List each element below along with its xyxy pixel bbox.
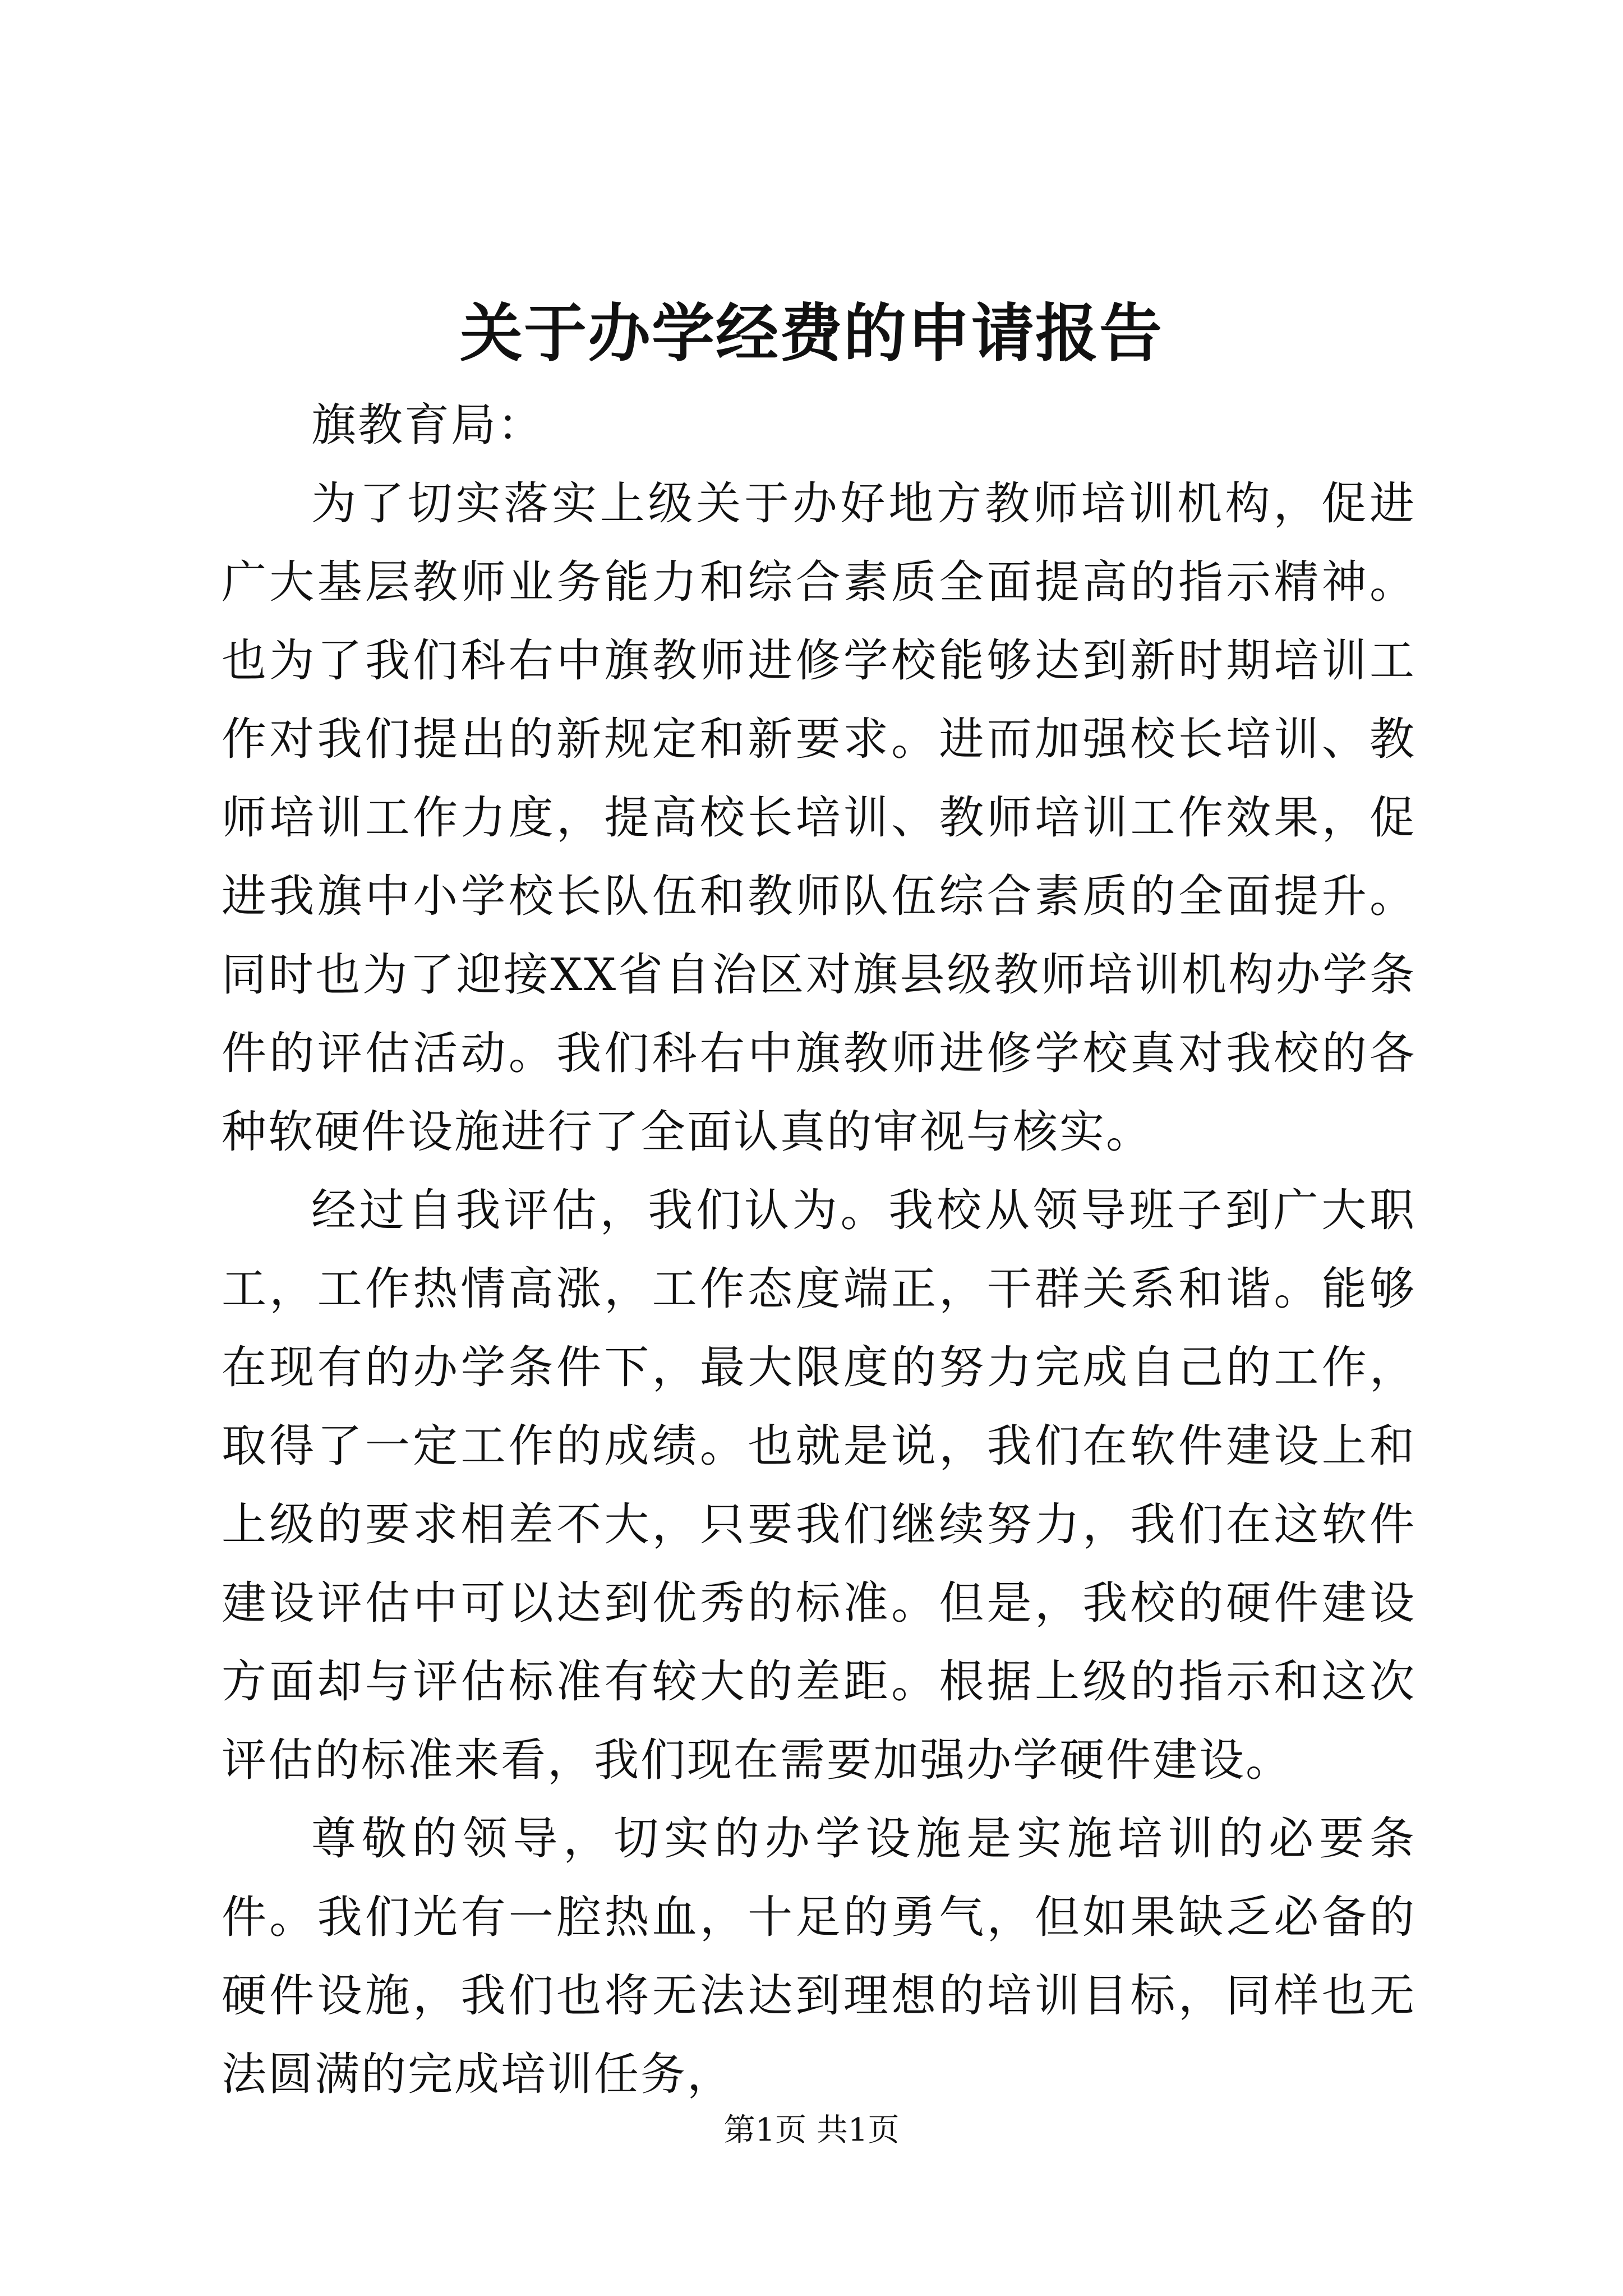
page-footer: 第1页 共1页 [723,2112,900,2148]
salutation: 旗教育局： [311,399,544,451]
paragraph-3: 尊敬的领导，切实的办学设施是实施培训的必要条件。我们光有一腔热血，十足的勇气，但如果缺乏必备的硬件设施，我们也将无法达到理想的培训目标，同样也无法圆满的完成培训任务， [222,1812,1416,2100]
paragraph-2: 经过自我评估，我们认为。我校从领导班子到广大职工，工作热情高涨，工作态度端正，干群关系和谐。能够在现有的办学条件下，最大限度的努力完成自己的工作，取得了一定工作的成绩。也就是说，我们在软件建设上和上级的要求相差不大，只要我们继续努力，我们在这软件建设评估中可以达到优秀的标准。但是，我校的硬件建设方面却与评估标准有较大的差距。根据上级的指示和这次评估的标准来看，我们现在需要加强办学硬件建设。 [222,1184,1416,1786]
document-body [222,386,1416,2114]
paragraph-1: 为了切实落实上级关于办好地方教师培训机构，促进广大基层教师业务能力和综合素质全面提高的指示精神。也为了我们科右中旗教师进修学校能够达到新时期培训工作对我们提出的新规定和新要求。进而加强校长培训、教师培训工作力度，提高校长培训、教师培训工作效果，促进我旗中小学校长队伍和教师队伍综合素质的全面提升。同时也为了迎接XX省自治区对旗县级教师培训机构办学条件的评估活动。我们科右中旗教师进修学校真对我校的各种软硬件设施进行了全面认真的审视与核实。 [222,477,1416,1158]
document-title: 关于办学经费的申请报告 [460,297,1163,370]
